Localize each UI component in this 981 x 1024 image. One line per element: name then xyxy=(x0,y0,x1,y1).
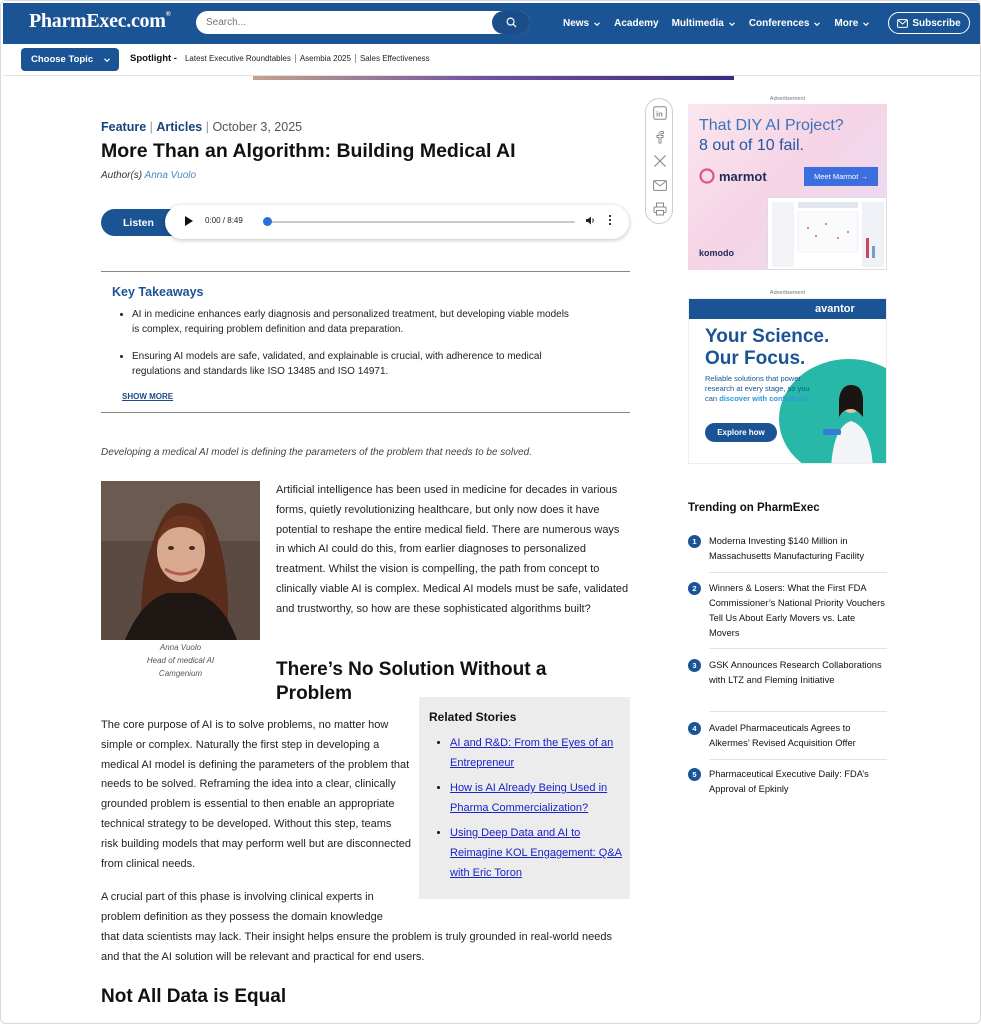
chevron-down-icon xyxy=(813,20,821,28)
scientist-image xyxy=(817,379,877,464)
ad-headline: Your Science. Our Focus. xyxy=(705,326,830,369)
article-date: October 3, 2025 xyxy=(212,120,303,134)
audio-time: 0:00 / 8:49 xyxy=(205,216,243,225)
more-vertical-icon[interactable] xyxy=(608,214,612,226)
linkedin-share-button[interactable] xyxy=(652,105,668,121)
nav-more[interactable]: More xyxy=(834,18,870,29)
chevron-down-icon xyxy=(103,56,111,64)
category-articles[interactable]: Articles xyxy=(156,120,203,134)
spotlight-link[interactable]: Latest Executive Roundtables xyxy=(181,54,296,63)
main-nav xyxy=(563,3,883,44)
chevron-down-icon xyxy=(862,20,870,28)
nav-multimedia[interactable]: Multimedia xyxy=(672,18,736,29)
related-story-item xyxy=(450,823,625,883)
play-icon[interactable] xyxy=(185,216,193,226)
facebook-share-button[interactable] xyxy=(652,129,668,145)
spotlight xyxy=(130,53,434,64)
body-paragraph-1: Artificial intelligence has been used in medicine for decades in various forms, quietly revolutionizing healthcare, but only now does it have potential to reshape the entire medical field. There are numerous ways in which AI could do this, from earlier diagnoses to personalized treatment. Whilst the vision is compelling, the path from concept to clinically viable AI is complex. Medical AI models must be safe, validated and trustworthy, so how are these sophisticated algorithms built? xyxy=(276,484,629,615)
marmot-logo-icon xyxy=(699,168,715,184)
show-more-link[interactable]: SHOW MORE xyxy=(122,392,174,401)
svg-text:in: in xyxy=(656,109,663,119)
body-paragraph-3b: that data scientists may lack. Their insight helps ensure the problem is truly grounded in real-world needs and that the AI solution will be relevant and practical for end users. xyxy=(101,931,612,963)
avantor-ad[interactable] xyxy=(688,298,887,464)
article-meta xyxy=(101,120,302,134)
article-author xyxy=(101,170,196,181)
listen-button[interactable]: Listen xyxy=(101,209,181,236)
explore-how-button[interactable]: Explore how xyxy=(705,423,777,442)
site-header xyxy=(3,3,980,44)
list-item: • Ensuring AI models are safe, validated, and explainable is crucial, with adherence to medical regulations and standards like ISO 13485 and ISO 14971. xyxy=(132,349,572,379)
author-prefix: Author(s) xyxy=(101,170,143,181)
trending-item[interactable] xyxy=(688,721,887,761)
section-heading-problem: There’s No Solution Without a Problem xyxy=(276,659,547,704)
nav-academy[interactable]: Academy xyxy=(614,18,659,29)
volume-icon[interactable] xyxy=(585,215,596,226)
author-portrait-image xyxy=(101,481,260,640)
divider xyxy=(709,759,887,760)
trending-item[interactable] xyxy=(688,658,887,712)
x-icon xyxy=(653,154,667,168)
site-logo[interactable]: PharmExec.com® xyxy=(29,10,171,32)
body-paragraph-2: The core purpose of AI is to solve problems, no matter how simple or complex. Naturally the first step in developing a medical AI model is defining the parameters of the problem that needs to be solved. Reframing the idea into a clear, clinically grounded problem is essential to then enable an appropriate technical strategy to be developed. Without this step, teams risk building models that may perform well but are disconnected from clinical needs. xyxy=(101,719,411,870)
chevron-down-icon xyxy=(593,20,601,28)
category-feature[interactable]: Feature xyxy=(101,120,147,134)
related-story-link[interactable]: How is AI Already Being Used in Pharma Commercialization? xyxy=(450,782,608,814)
komodo-logo: komodo xyxy=(699,248,734,258)
related-stories-heading: Related Stories xyxy=(429,710,517,724)
section-heading-data: Not All Data is Equal xyxy=(101,986,287,1007)
mail-icon xyxy=(653,180,667,191)
divider xyxy=(709,648,887,649)
ad-headline-2: 8 out of 10 fail. xyxy=(699,137,804,154)
topic-bar xyxy=(3,44,980,76)
audio-progress-handle[interactable] xyxy=(263,217,272,226)
email-share-button[interactable] xyxy=(652,177,668,193)
trending-link[interactable]: Winners & Losers: What the First FDA Commissioner’s National Priority Vouchers Tell Us About Early Movers vs. Late Movers xyxy=(709,583,885,638)
trending-link[interactable]: Moderna Investing $140 Million in Massachusetts Manufacturing Facility xyxy=(709,536,865,561)
choose-topic-button[interactable]: Choose Topic xyxy=(21,48,119,71)
trending-number: 4 xyxy=(688,722,701,735)
print-icon xyxy=(653,202,667,216)
nav-news[interactable]: News xyxy=(563,18,601,29)
share-rail xyxy=(645,98,673,224)
divider xyxy=(709,572,887,573)
advertisement-label: Advertisement xyxy=(769,96,806,102)
marmot-logo: marmot xyxy=(699,168,767,184)
trending-item[interactable] xyxy=(688,581,887,649)
subscribe-button[interactable]: Subscribe xyxy=(888,12,970,34)
meta-separator: | xyxy=(149,120,153,134)
spotlight-label: Spotlight - xyxy=(130,53,177,64)
photo-caption-company: Camgenium xyxy=(158,669,203,678)
meet-marmot-button[interactable]: Meet Marmot → xyxy=(804,167,878,186)
search-icon xyxy=(506,17,517,28)
audio-progress-track[interactable] xyxy=(267,221,575,223)
spotlight-link[interactable]: Sales Effectiveness xyxy=(359,54,430,63)
author-link[interactable]: Anna Vuolo xyxy=(144,170,197,181)
trending-number: 2 xyxy=(688,582,701,595)
mail-icon xyxy=(897,19,908,28)
trending-item[interactable] xyxy=(688,767,887,799)
trending-item[interactable] xyxy=(688,534,887,574)
avantor-logo: avantor xyxy=(815,303,855,315)
author-photo xyxy=(101,481,260,640)
nav-conferences[interactable]: Conferences xyxy=(749,18,822,29)
photo-caption xyxy=(101,641,260,680)
lead-image-caption: Developing a medical AI model is defining the parameters of the problem that needs to be solved. xyxy=(101,447,532,458)
body-paragraph-3a: A crucial part of this phase is involving clinical experts in problem definition as they possess the domain knowledge xyxy=(101,891,383,923)
trending-heading: Trending on PharmExec xyxy=(688,502,820,514)
search-input[interactable] xyxy=(196,17,486,28)
banner-ad-strip[interactable] xyxy=(253,76,734,80)
related-stories xyxy=(419,697,630,899)
ad-headline-1: That DIY AI Project? xyxy=(699,117,844,134)
related-story-link[interactable]: Using Deep Data and AI to Reimagine KOL Engagement: Q&A with Eric Toron xyxy=(450,827,623,879)
print-button[interactable] xyxy=(652,201,668,217)
search-button[interactable] xyxy=(492,11,530,34)
photo-caption-name: Anna Vuolo xyxy=(159,643,202,652)
x-share-button[interactable] xyxy=(652,153,668,169)
photo-caption-role: Head of medical AI xyxy=(146,656,215,665)
marmot-ad[interactable] xyxy=(688,104,887,270)
trending-number: 3 xyxy=(688,659,701,672)
trending-link[interactable]: Avadel Pharmaceuticals Agrees to Alkermes’ Revised Acquisition Offer xyxy=(709,723,856,748)
search-bar xyxy=(196,11,530,34)
key-takeaways-heading: Key Takeaways xyxy=(112,285,204,299)
ad-dashboard-screenshot xyxy=(767,197,887,270)
audio-controls xyxy=(165,205,629,239)
article-title: More Than an Algorithm: Building Medical AI xyxy=(101,140,516,162)
spotlight-link[interactable]: Asembia 2025 xyxy=(296,54,356,63)
linkedin-icon xyxy=(653,106,667,120)
advertisement-label: Advertisement xyxy=(769,290,806,296)
chevron-down-icon xyxy=(728,20,736,28)
trending-link[interactable]: Pharmaceutical Executive Daily: FDA’s Approval of Epkinly xyxy=(709,769,869,794)
audio-player xyxy=(101,205,630,239)
ad-top-bar xyxy=(689,299,887,319)
trending-number: 1 xyxy=(688,535,701,548)
trending-link[interactable]: GSK Announces Research Collaborations with LTZ and Fleming Initiative xyxy=(709,660,882,685)
list-item: • AI in medicine enhances early diagnosis and personalized treatment, but developing viable models is complex, requiring problem definition and data preparation. xyxy=(132,307,572,337)
meta-separator: | xyxy=(205,120,209,134)
related-stories-list xyxy=(450,733,625,888)
key-takeaways-list xyxy=(132,307,572,391)
ad-subtext: Reliable solutions that power research at every stage, so you can discover with confidence. xyxy=(705,374,811,403)
related-story-link[interactable]: AI and R&D: From the Eyes of an Entrepreneur xyxy=(450,737,614,769)
facebook-icon xyxy=(653,130,667,144)
divider xyxy=(709,711,887,712)
trending-number: 5 xyxy=(688,768,701,781)
related-story-item xyxy=(450,733,625,773)
key-takeaways xyxy=(101,271,630,413)
related-story-item xyxy=(450,778,625,818)
